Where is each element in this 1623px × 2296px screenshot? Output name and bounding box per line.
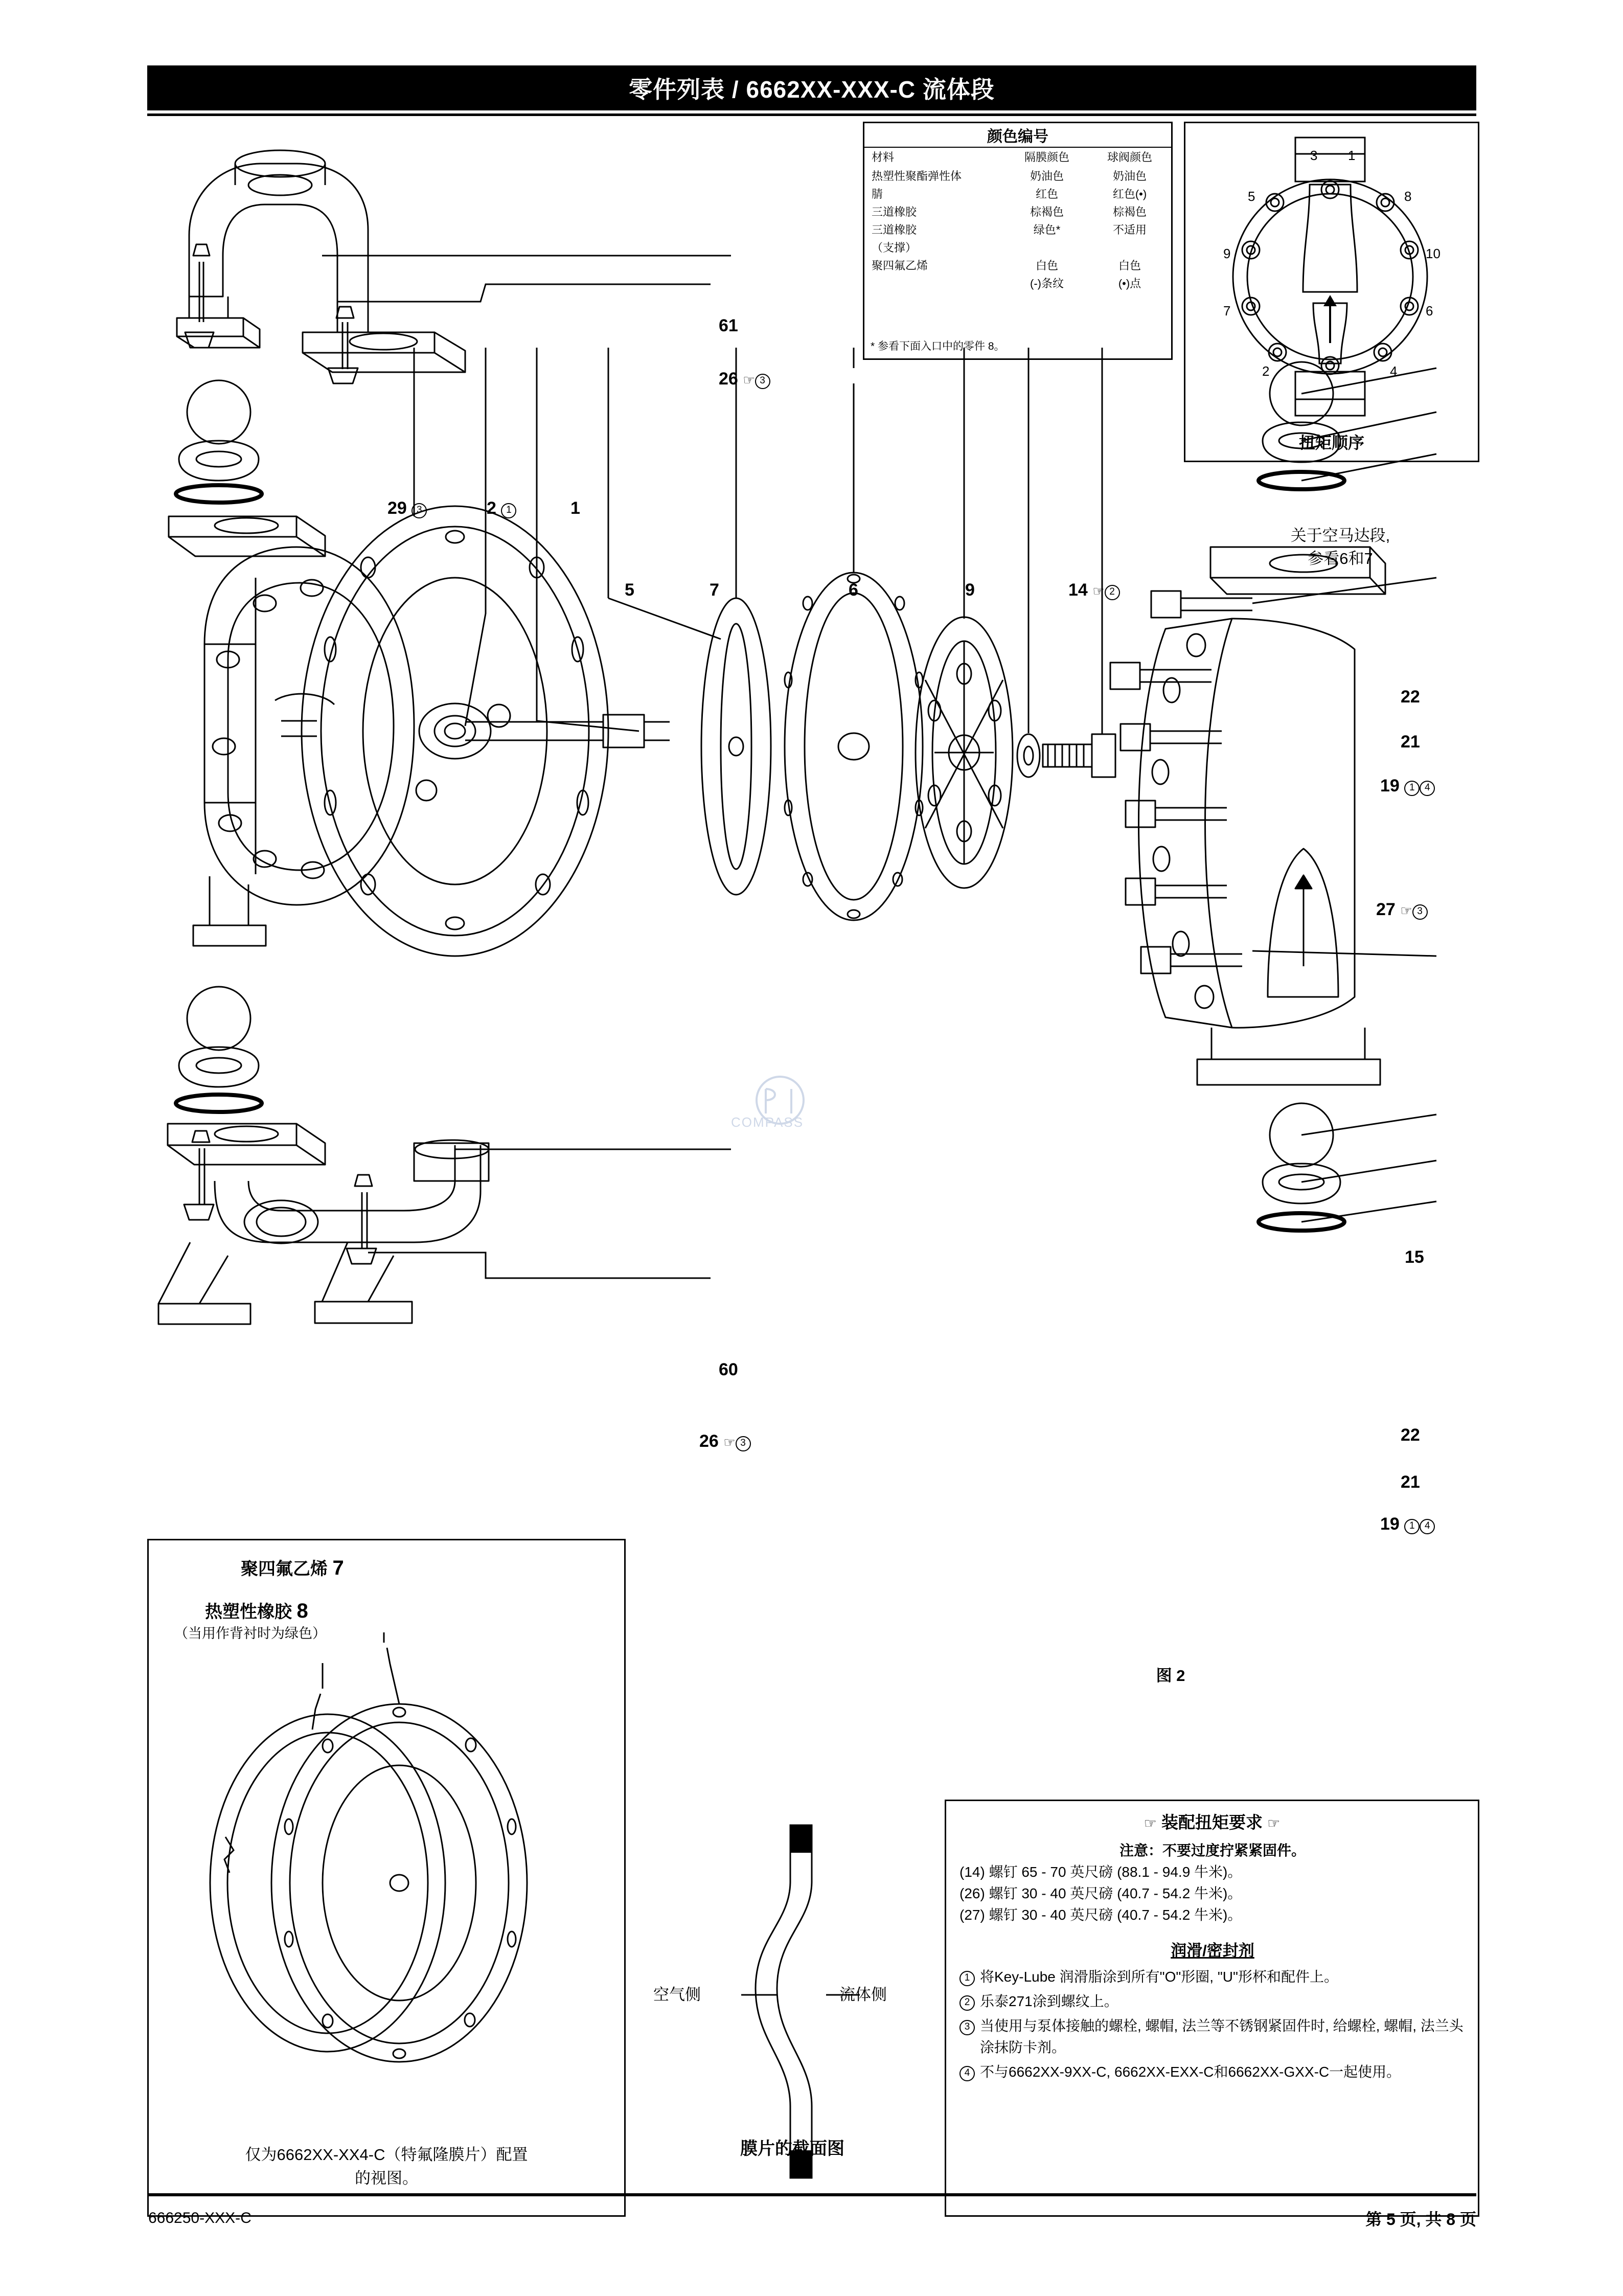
callout-2: 2 1 bbox=[487, 498, 516, 518]
callout-19-top-number: 19 bbox=[1380, 776, 1400, 795]
torque-item-27: (27) 螺钉 30 - 40 英尺磅 (40.7 - 54.2 牛米)。 bbox=[959, 1907, 1242, 1923]
color-code-title: 颜色编号 bbox=[864, 123, 1171, 148]
torque-requirements-box bbox=[945, 1800, 1479, 2217]
callout-26-top: 26 ☞ 3 bbox=[719, 369, 770, 389]
cell-material: （支撑） bbox=[872, 241, 917, 254]
torque-number-4: 4 bbox=[1390, 363, 1398, 379]
lube-item-4 bbox=[959, 2061, 1466, 2083]
torque-number-7: 7 bbox=[1223, 303, 1231, 319]
cell-ball: 白色 bbox=[1118, 259, 1141, 272]
callout-19-bottom-number: 19 bbox=[1380, 1514, 1400, 1534]
torque-number-3: 3 bbox=[1310, 148, 1318, 163]
footer-page-number: 第 5 页, 共 8 页 bbox=[1365, 2210, 1476, 2229]
col-ball: 球阀颜色 bbox=[1107, 151, 1152, 164]
callout-22-bottom: 22 bbox=[1401, 1425, 1420, 1445]
ptfe-diaphragm-graphic bbox=[159, 1632, 614, 2123]
header-rule bbox=[147, 113, 1476, 116]
callout-9: 9 bbox=[965, 580, 975, 600]
cell-material: 热塑性聚酯弹性体 bbox=[872, 170, 962, 183]
lube-marker-4: 4 bbox=[959, 2061, 975, 2083]
callout-5: 5 bbox=[625, 580, 634, 600]
exploded-assembly-drawing bbox=[128, 128, 1488, 1539]
cell-diaphragm: 红色 bbox=[1035, 188, 1058, 200]
callout-26-bottom-number: 26 bbox=[699, 1431, 719, 1451]
tpe-sublabel: （当用作背衬时为绿色） bbox=[174, 1626, 326, 1641]
torque-number-6: 6 bbox=[1426, 303, 1433, 319]
torque-requirements-title-text: 装配扭矩要求 bbox=[1161, 1813, 1263, 1832]
lube-item-3 bbox=[959, 2015, 1466, 2058]
lube-item-3-text: 当使用与泵体接触的螺栓, 螺帽, 法兰等不锈钢紧固件时, 给螺栓, 螺帽, 法兰头 涂抹防卡剂。 bbox=[980, 2017, 1464, 2055]
air-side-label: 空气侧 bbox=[653, 1986, 701, 2004]
detail-caption-line2: 的视图。 bbox=[355, 2169, 418, 2187]
callout-15: 15 bbox=[1405, 1247, 1424, 1267]
cell-material: 腈 bbox=[872, 188, 883, 200]
callout-2-number: 2 bbox=[487, 498, 496, 518]
callout-26-top-number: 26 bbox=[719, 369, 738, 389]
cell-ball: (•)点 bbox=[1118, 277, 1141, 290]
cell-material: 三道橡胶 bbox=[872, 223, 917, 236]
ptfe-label bbox=[241, 1555, 344, 1580]
callout-1: 1 bbox=[570, 498, 580, 518]
torque-number-5: 5 bbox=[1248, 189, 1255, 204]
tpe-label bbox=[205, 1598, 308, 1623]
callout-61: 61 bbox=[719, 316, 738, 335]
callout-21-bottom: 21 bbox=[1401, 1472, 1420, 1492]
lube-title: 润滑/密封剂 bbox=[1171, 1942, 1254, 1960]
lube-item-2-text: 乐泰271涂到螺纹上。 bbox=[980, 1993, 1118, 2009]
watermark-logo bbox=[734, 1074, 826, 1130]
footer-document-number: 666250-XXX-C bbox=[148, 2210, 252, 2226]
lube-marker-2: 2 bbox=[959, 1991, 975, 2012]
air-motor-note-line2: 参看6和7 bbox=[1308, 550, 1373, 567]
callout-19-top: 19 1 4 bbox=[1380, 776, 1435, 796]
callout-6: 6 bbox=[849, 580, 858, 600]
ptfe-detail-box bbox=[147, 1539, 626, 2217]
lube-marker-3: 3 bbox=[959, 2015, 975, 2058]
torque-number-10: 10 bbox=[1426, 246, 1441, 261]
cell-diaphragm: 绿色* bbox=[1033, 223, 1061, 236]
lube-marker-1: 1 bbox=[959, 1966, 975, 1988]
callout-27-number: 27 bbox=[1376, 900, 1396, 919]
cell-material: 三道橡胶 bbox=[872, 206, 917, 218]
callout-19-bottom: 19 1 4 bbox=[1380, 1514, 1435, 1534]
ptfe-label-text: 聚四氟乙烯 bbox=[241, 1559, 328, 1579]
callout-14-number: 14 bbox=[1068, 580, 1088, 600]
torque-requirements-body bbox=[959, 1840, 1466, 2083]
cell-diaphragm: 棕褐色 bbox=[1030, 206, 1064, 218]
lube-item-1-text: 将Key-Lube 润滑脂涂到所有"O"形圈, "U"形杯和配件上。 bbox=[980, 1968, 1338, 1985]
cell-diaphragm: (-)条纹 bbox=[1030, 277, 1064, 290]
callout-26-bottom: 26 ☞ 3 bbox=[699, 1431, 751, 1451]
torque-number-1: 1 bbox=[1348, 148, 1356, 163]
torque-notice: 注意：不要过度拧紧紧固件。 bbox=[1119, 1843, 1306, 1858]
figure-caption: 图 2 bbox=[1156, 1667, 1185, 1685]
air-motor-note-line1: 关于空马达段, bbox=[1290, 527, 1390, 544]
color-code-note: * 参看下面入口中的零件 8。 bbox=[871, 340, 1005, 352]
torque-number-9: 9 bbox=[1223, 246, 1231, 261]
torque-requirements-title: ☞ 装配扭矩要求 ☞ bbox=[1144, 1813, 1281, 1832]
footer-rule bbox=[147, 2193, 1476, 2196]
col-material: 材料 bbox=[872, 151, 895, 164]
cell-ball: 棕褐色 bbox=[1112, 206, 1147, 218]
callout-27: 27 ☞ 3 bbox=[1376, 900, 1428, 920]
callout-21-top: 21 bbox=[1401, 732, 1420, 752]
cell-diaphragm: 奶油色 bbox=[1030, 170, 1064, 183]
section-view-caption: 膜片的截面图 bbox=[740, 2139, 844, 2158]
tpe-part-number: 8 bbox=[296, 1600, 308, 1622]
lube-item-1 bbox=[959, 1966, 1466, 1988]
callout-29: 29 3 bbox=[387, 498, 427, 518]
callout-22-top: 22 bbox=[1401, 687, 1420, 707]
torque-item-26: (26) 螺钉 30 - 40 英尺磅 (40.7 - 54.2 牛米)。 bbox=[959, 1885, 1242, 1901]
cell-material: 聚四氟乙烯 bbox=[872, 259, 928, 272]
torque-number-2: 2 bbox=[1262, 363, 1270, 379]
lube-item-2 bbox=[959, 1991, 1466, 2012]
cell-diaphragm: 白色 bbox=[1035, 259, 1058, 272]
callout-60: 60 bbox=[719, 1360, 738, 1379]
torque-sequence-caption: 扭矩顺序 bbox=[1298, 434, 1364, 452]
ptfe-part-number: 7 bbox=[332, 1557, 344, 1579]
cell-ball: 不适用 bbox=[1112, 223, 1147, 236]
torque-number-8: 8 bbox=[1404, 189, 1412, 204]
cell-ball: 奶油色 bbox=[1112, 170, 1147, 183]
callout-29-number: 29 bbox=[387, 498, 407, 518]
callout-14: 14 ☞ 2 bbox=[1068, 580, 1120, 600]
callout-7: 7 bbox=[710, 580, 719, 600]
tpe-label-text: 热塑性橡胶 bbox=[205, 1602, 292, 1622]
cell-ball: 红色(•) bbox=[1112, 188, 1147, 200]
watermark: COMPASS bbox=[731, 1115, 804, 1130]
air-motor-note bbox=[1223, 522, 1458, 569]
lube-item-4-text: 不与6662XX-9XX-C, 6662XX-EXX-C和6662XX-GXX-C一起使用。 bbox=[980, 2063, 1401, 2080]
col-diaphragm: 隔膜颜色 bbox=[1024, 151, 1069, 164]
torque-item-14: (14) 螺钉 65 - 70 英尺磅 (88.1 - 94.9 牛米)。 bbox=[959, 1864, 1242, 1880]
fluid-side-label: 流体侧 bbox=[839, 1986, 887, 2004]
detail-caption-line1: 仅为6662XX-XX4-C（特氟隆膜片）配置 bbox=[245, 2146, 528, 2164]
page-title: 零件列表 / 6662XX-XXX-C 流体段 bbox=[147, 65, 1476, 110]
